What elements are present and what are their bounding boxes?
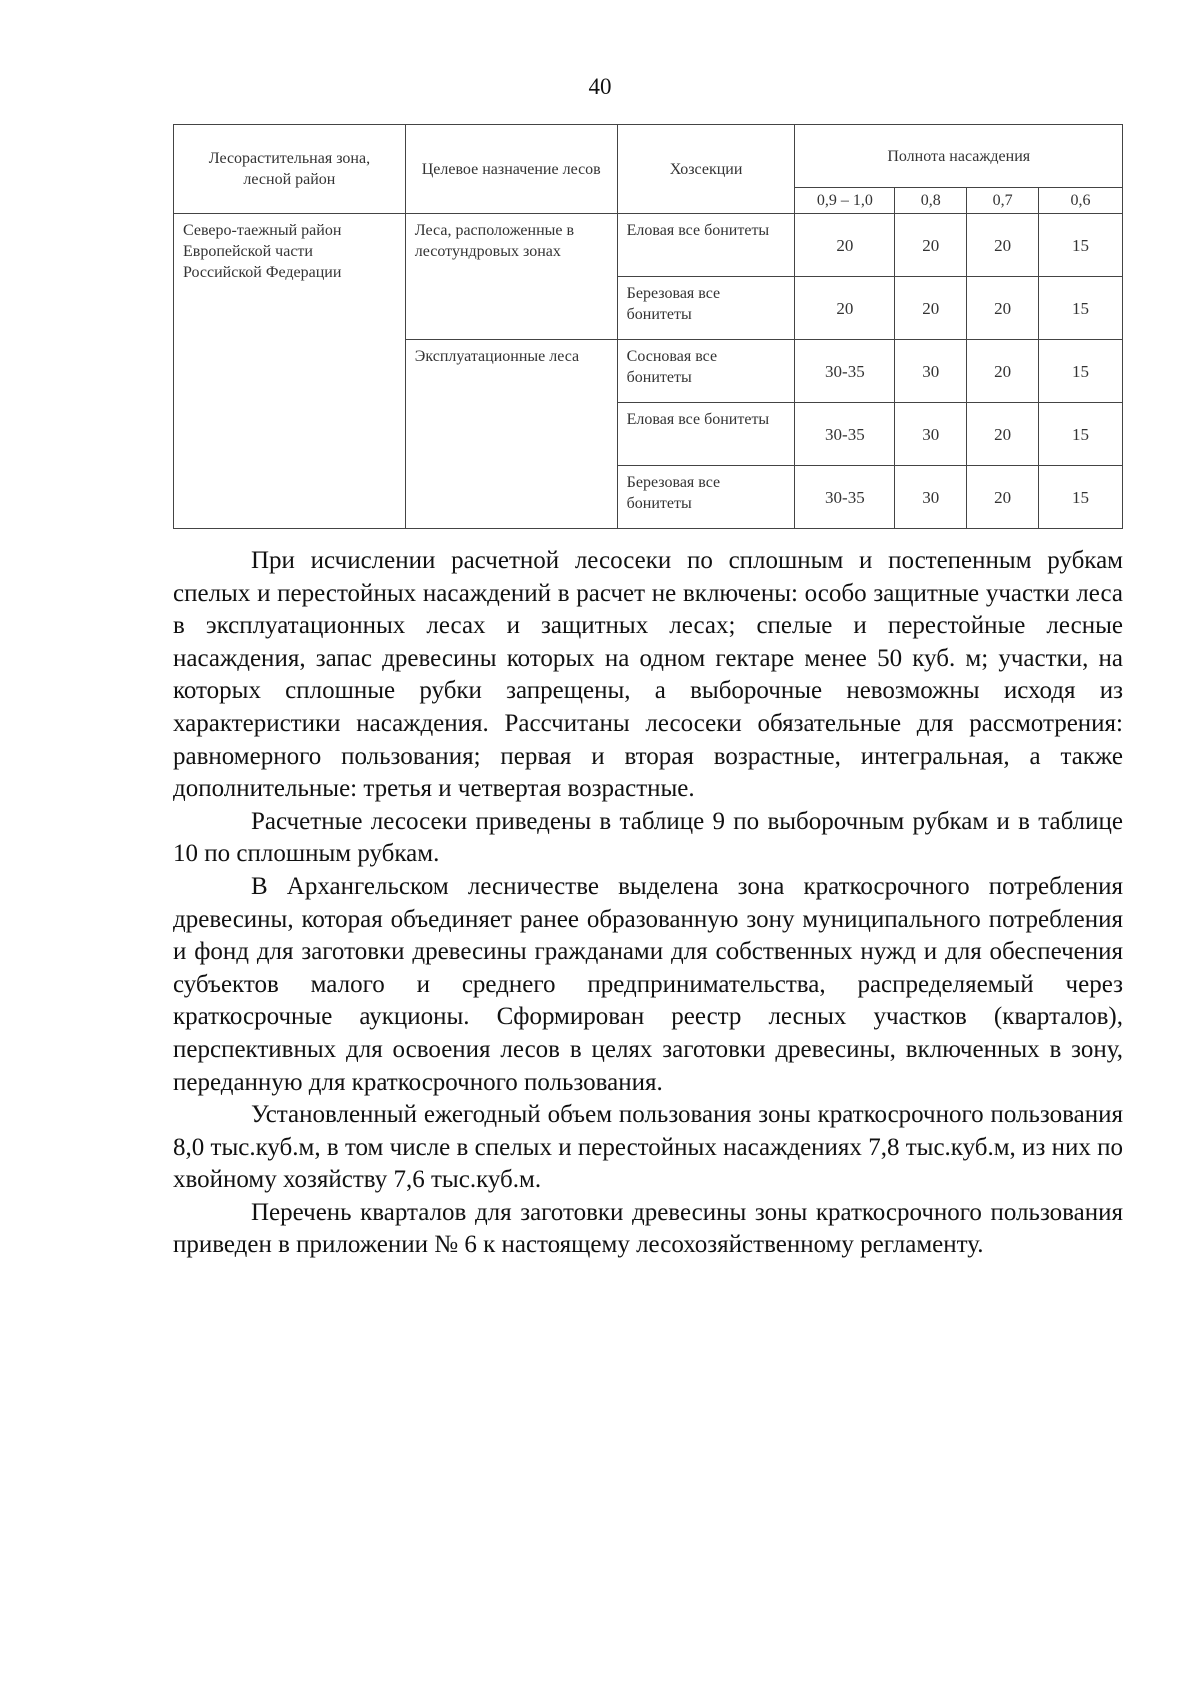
value-cell: 20 [795, 214, 895, 277]
density-level: 0,8 [895, 188, 967, 214]
section-cell: Березовая все бонитеты [617, 466, 795, 529]
value-cell: 30-35 [795, 340, 895, 403]
header-density: Полнота насаждения [795, 125, 1123, 188]
value-cell: 15 [1039, 403, 1123, 466]
section-cell: Сосновая все бонитеты [617, 340, 795, 403]
value-cell: 30 [895, 340, 967, 403]
density-level: 0,6 [1039, 188, 1123, 214]
value-cell: 15 [1039, 340, 1123, 403]
value-cell: 15 [1039, 214, 1123, 277]
purpose-cell: Эксплуатационные леса [405, 340, 617, 529]
value-cell: 20 [895, 277, 967, 340]
value-cell: 20 [967, 466, 1039, 529]
page-number: 40 [588, 74, 612, 99]
value-cell: 20 [967, 214, 1039, 277]
header-purpose: Целевое назначение лесов [405, 125, 617, 214]
paragraph: Перечень кварталов для заготовки древесины зоны краткосрочного пользования приведен в приложении № 6 к настоящему лесохозяйственному регламенту. [173, 1198, 1123, 1259]
value-cell: 20 [967, 403, 1039, 466]
table-header-row [174, 125, 1123, 188]
paragraph: Расчетные лесосеки приведены в таблице 9 по выборочным рубкам и в таблице 10 по сплошным рубкам. [173, 807, 1123, 868]
value-cell: 30-35 [795, 403, 895, 466]
value-cell: 20 [967, 340, 1039, 403]
value-cell: 20 [967, 277, 1039, 340]
value-cell: 20 [795, 277, 895, 340]
value-cell: 30 [895, 403, 967, 466]
section-cell: Еловая все бонитеты [617, 403, 795, 466]
paragraph: В Архангельском лесничестве выделена зона краткосрочного потребления древесины, которая объединяет ранее образованную зону муниципального потребления и фонд для заготовки древесины гражданами для собственных нужд и для обеспечения субъектов малого и среднего предпринимательства, распределяемый через краткосрочные аукционы. Сформирован реестр лесных участков (кварталов), перспективных для освоения лесов в целях заготовки древесины, включенных в зону, переданную для краткосрочного пользования. [173, 872, 1123, 1096]
cutting-density-table [173, 124, 1123, 529]
header-section: Хозсекции [617, 125, 795, 214]
value-cell: 15 [1039, 466, 1123, 529]
value-cell: 15 [1039, 277, 1123, 340]
table-row [174, 214, 1123, 277]
density-level: 0,7 [967, 188, 1039, 214]
paragraph: При исчислении расчетной лесосеки по сплошным и постепенным рубкам спелых и перестойных насаждений в расчет не включены: особо защитные участки леса в эксплуатационных лесах и защитных лесах; спелые и перестойные лесные насаждения, запас древесины которых на одном гектаре менее 50 куб. м; участки, на которых сплошные рубки запрещены, а выборочные невозможны исходя из характеристики насаждения. Рассчитаны лесосеки обязательные для рассмотрения: равномерного пользования; первая и вторая возрастные, интегральная, а также дополнительные: третья и четвертая возрастные. [173, 547, 1123, 803]
body-text [173, 545, 1123, 1262]
zone-cell: Северо-таежный район Европейской части Российской Федерации [174, 214, 406, 529]
value-cell: 30-35 [795, 466, 895, 529]
header-zone: Лесорастительная зона, лесной район [174, 125, 406, 214]
value-cell: 20 [895, 214, 967, 277]
section-cell: Березовая все бонитеты [617, 277, 795, 340]
section-cell: Еловая все бонитеты [617, 214, 795, 277]
value-cell: 30 [895, 466, 967, 529]
density-level: 0,9 – 1,0 [795, 188, 895, 214]
purpose-cell: Леса, расположенные в лесотундровых зонах [405, 214, 617, 340]
paragraph: Установленный ежегодный объем пользования зоны краткосрочного пользования 8,0 тыс.куб.м, в том числе в спелых и перестойных насаждениях 7,8 тыс.куб.м, из них по хвойному хозяйству 7,6 тыс.куб.м. [173, 1101, 1123, 1194]
